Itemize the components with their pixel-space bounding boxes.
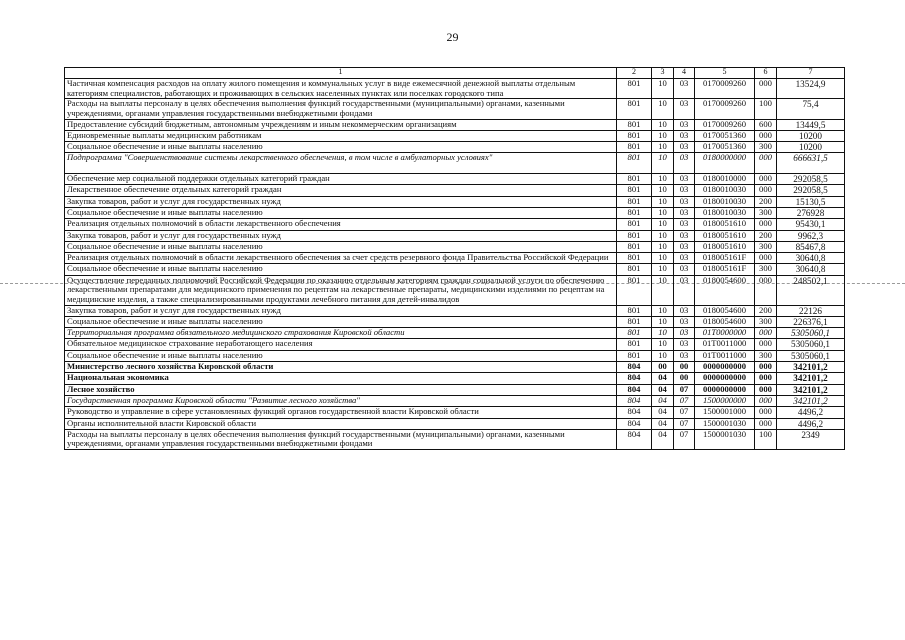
row-target-article: 01Т0011000 — [695, 339, 755, 350]
table-row — [65, 429, 845, 449]
row-description: Лекарственное обеспечение отдельных категорий граждан — [65, 185, 617, 196]
row-target-article: 0000000000 — [695, 362, 755, 373]
row-description: Единовременные выплаты медицинским работникам — [65, 130, 617, 141]
row-target-article: 01Т0011000 — [695, 350, 755, 361]
row-expense-type: 000 — [755, 275, 777, 305]
header-col-5: 5 — [695, 68, 755, 79]
row-target-article: 0180054600 — [695, 275, 755, 305]
table-row — [65, 339, 845, 350]
row-amount: 5305060,1 — [777, 328, 845, 339]
row-expense-type: 200 — [755, 305, 777, 316]
row-expense-type: 300 — [755, 207, 777, 218]
table-body — [65, 79, 845, 450]
header-col-2: 2 — [617, 68, 652, 79]
row-section-code: 10 — [652, 142, 674, 153]
row-amount: 292058,5 — [777, 174, 845, 185]
row-expense-type: 300 — [755, 264, 777, 275]
row-section-code: 10 — [652, 339, 674, 350]
table-row — [65, 241, 845, 252]
row-description: Закупка товаров, работ и услуг для государственных нужд — [65, 196, 617, 207]
row-section-code: 10 — [652, 316, 674, 327]
table-row — [65, 264, 845, 275]
row-subsection-code: 07 — [674, 429, 695, 449]
table-row — [65, 207, 845, 218]
table-row — [65, 373, 845, 384]
row-amount: 342101,2 — [777, 373, 845, 384]
row-subsection-code: 03 — [674, 99, 695, 119]
row-description: Социальное обеспечение и иные выплаты населению — [65, 241, 617, 252]
row-amount: 10200 — [777, 142, 845, 153]
row-ministry-code: 804 — [617, 418, 652, 429]
row-expense-type: 300 — [755, 316, 777, 327]
row-target-article: 1500000000 — [695, 395, 755, 406]
row-subsection-code: 03 — [674, 196, 695, 207]
row-ministry-code: 801 — [617, 350, 652, 361]
row-section-code: 10 — [652, 328, 674, 339]
row-expense-type: 000 — [755, 174, 777, 185]
row-target-article: 0170051360 — [695, 142, 755, 153]
row-description: Территориальная программа обязательного медицинского страхования Кировской области — [65, 328, 617, 339]
row-ministry-code: 801 — [617, 230, 652, 241]
row-amount: 13449,5 — [777, 119, 845, 130]
row-target-article: 0180010030 — [695, 185, 755, 196]
table-row — [65, 130, 845, 141]
row-section-code: 10 — [652, 196, 674, 207]
row-amount: 9962,3 — [777, 230, 845, 241]
header-col-6: 6 — [755, 68, 777, 79]
row-subsection-code: 03 — [674, 241, 695, 252]
row-description: Расходы на выплаты персоналу в целях обеспечения выполнения функций государственными (муниципальными) органами, казенными учреждениями, органами управления государственными внебюджетными фондами — [65, 429, 617, 449]
row-target-article: 0180010000 — [695, 174, 755, 185]
row-section-code: 10 — [652, 305, 674, 316]
table-row — [65, 316, 845, 327]
table-row — [65, 174, 845, 185]
row-expense-type: 300 — [755, 142, 777, 153]
row-target-article: 0170009260 — [695, 79, 755, 99]
table-row — [65, 384, 845, 395]
row-target-article: 018005161F — [695, 264, 755, 275]
row-ministry-code: 801 — [617, 328, 652, 339]
row-subsection-code: 03 — [674, 350, 695, 361]
row-subsection-code: 03 — [674, 174, 695, 185]
row-amount: 2349 — [777, 429, 845, 449]
page-number: 29 — [446, 30, 459, 44]
row-target-article: 01Т0000000 — [695, 328, 755, 339]
row-subsection-code: 07 — [674, 418, 695, 429]
row-description: Обеспечение мер социальной поддержки отдельных категорий граждан — [65, 174, 617, 185]
row-subsection-code: 03 — [674, 305, 695, 316]
table-row — [65, 119, 845, 130]
row-target-article: 0180010030 — [695, 207, 755, 218]
row-section-code: 10 — [652, 230, 674, 241]
row-section-code: 00 — [652, 362, 674, 373]
row-subsection-code: 03 — [674, 185, 695, 196]
row-description: Реализация отдельных полномочий в области лекарственного обеспечения — [65, 219, 617, 230]
row-description: Осуществление переданных полномочий Российской Федерации по оказанию отдельным категориям граждан социальной услуги по обеспечению лекарственными препаратами для медицинского применения по рецептам на лекарственные препараты, медицинскими изделиями по рецептам на медицинские изделия, а также специализированными продуктами лечебного питания для детей-инвалидов — [65, 275, 617, 305]
row-section-code: 04 — [652, 395, 674, 406]
row-ministry-code: 801 — [617, 316, 652, 327]
row-description: Частичная компенсация расходов на оплату жилого помещения и коммунальных услуг в виде ежемесячной денежной выплаты отдельным категориям специалистов, работающих и проживающих в сельских населенных пунктах или поселках городского типа — [65, 79, 617, 99]
table-row — [65, 362, 845, 373]
row-target-article: 0000000000 — [695, 384, 755, 395]
row-ministry-code: 801 — [617, 196, 652, 207]
row-target-article: 0170009260 — [695, 99, 755, 119]
row-ministry-code: 804 — [617, 362, 652, 373]
row-section-code: 10 — [652, 119, 674, 130]
table-row — [65, 153, 845, 174]
row-expense-type: 100 — [755, 99, 777, 119]
table-row — [65, 142, 845, 153]
row-subsection-code: 03 — [674, 275, 695, 305]
row-section-code: 10 — [652, 253, 674, 264]
row-ministry-code: 801 — [617, 275, 652, 305]
row-amount: 10200 — [777, 130, 845, 141]
row-section-code: 10 — [652, 219, 674, 230]
row-subsection-code: 00 — [674, 362, 695, 373]
row-amount: 226376,1 — [777, 316, 845, 327]
row-description: Органы исполнительной власти Кировской области — [65, 418, 617, 429]
row-amount: 30640,8 — [777, 264, 845, 275]
row-expense-type: 000 — [755, 253, 777, 264]
row-amount: 15130,5 — [777, 196, 845, 207]
row-subsection-code: 03 — [674, 119, 695, 130]
row-section-code: 04 — [652, 373, 674, 384]
row-ministry-code: 801 — [617, 305, 652, 316]
row-subsection-code: 07 — [674, 407, 695, 418]
row-section-code: 10 — [652, 241, 674, 252]
row-section-code: 10 — [652, 275, 674, 305]
row-amount: 292058,5 — [777, 185, 845, 196]
row-description: Предоставление субсидий бюджетным, автономным учреждениям и иным некоммерческим организациям — [65, 119, 617, 130]
row-subsection-code: 03 — [674, 316, 695, 327]
row-amount: 5305060,1 — [777, 339, 845, 350]
budget-table — [64, 67, 845, 450]
row-expense-type: 000 — [755, 373, 777, 384]
row-expense-type: 000 — [755, 130, 777, 141]
row-subsection-code: 03 — [674, 253, 695, 264]
row-subsection-code: 03 — [674, 328, 695, 339]
table-row — [65, 305, 845, 316]
row-target-article: 0000000000 — [695, 373, 755, 384]
header-col-3: 3 — [652, 68, 674, 79]
row-subsection-code: 03 — [674, 142, 695, 153]
row-subsection-code: 03 — [674, 339, 695, 350]
row-target-article: 0180054600 — [695, 305, 755, 316]
row-amount: 342101,2 — [777, 384, 845, 395]
row-target-article: 1500001030 — [695, 418, 755, 429]
row-expense-type: 000 — [755, 185, 777, 196]
row-description: Социальное обеспечение и иные выплаты населению — [65, 264, 617, 275]
header-col-7: 7 — [777, 68, 845, 79]
row-expense-type: 100 — [755, 429, 777, 449]
row-section-code: 10 — [652, 130, 674, 141]
table-row — [65, 79, 845, 99]
row-target-article: 0180000000 — [695, 153, 755, 174]
row-amount: 75,4 — [777, 99, 845, 119]
row-expense-type: 300 — [755, 350, 777, 361]
row-expense-type: 600 — [755, 119, 777, 130]
row-description: Закупка товаров, работ и услуг для государственных нужд — [65, 230, 617, 241]
row-description: Социальное обеспечение и иные выплаты населению — [65, 142, 617, 153]
row-expense-type: 200 — [755, 196, 777, 207]
row-subsection-code: 07 — [674, 395, 695, 406]
row-target-article: 0180010030 — [695, 196, 755, 207]
row-expense-type: 000 — [755, 395, 777, 406]
row-subsection-code: 03 — [674, 207, 695, 218]
table-row — [65, 253, 845, 264]
row-amount: 342101,2 — [777, 362, 845, 373]
row-target-article: 0180054600 — [695, 316, 755, 327]
table-row — [65, 196, 845, 207]
row-target-article: 0180051610 — [695, 230, 755, 241]
table-row — [65, 230, 845, 241]
table-row — [65, 328, 845, 339]
row-amount: 13524,9 — [777, 79, 845, 99]
row-expense-type: 000 — [755, 384, 777, 395]
table-row — [65, 185, 845, 196]
row-expense-type: 200 — [755, 230, 777, 241]
row-section-code: 10 — [652, 79, 674, 99]
row-ministry-code: 804 — [617, 429, 652, 449]
table-header-row — [65, 68, 845, 79]
row-ministry-code: 804 — [617, 373, 652, 384]
row-description: Социальное обеспечение и иные выплаты населению — [65, 316, 617, 327]
row-section-code: 10 — [652, 350, 674, 361]
row-target-article: 0170009260 — [695, 119, 755, 130]
row-target-article: 018005161F — [695, 253, 755, 264]
table-row — [65, 418, 845, 429]
row-ministry-code: 801 — [617, 130, 652, 141]
row-description: Обязательное медицинское страхование неработающего населения — [65, 339, 617, 350]
table-row — [65, 219, 845, 230]
table-row — [65, 395, 845, 406]
row-description: Министерство лесного хозяйства Кировской области — [65, 362, 617, 373]
header-col-4: 4 — [674, 68, 695, 79]
row-description: Подпрограмма "Совершенствование системы лекарственного обеспечения, в том числе в амбулаторных условиях" — [65, 153, 617, 174]
row-ministry-code: 801 — [617, 99, 652, 119]
row-amount: 666631,5 — [777, 153, 845, 174]
row-ministry-code: 801 — [617, 253, 652, 264]
row-target-article: 0180051610 — [695, 241, 755, 252]
row-subsection-code: 00 — [674, 373, 695, 384]
row-ministry-code: 801 — [617, 185, 652, 196]
row-subsection-code: 03 — [674, 264, 695, 275]
row-description: Социальное обеспечение и иные выплаты населению — [65, 350, 617, 361]
row-expense-type: 300 — [755, 241, 777, 252]
row-ministry-code: 801 — [617, 153, 652, 174]
row-section-code: 10 — [652, 174, 674, 185]
table-row — [65, 275, 845, 305]
row-ministry-code: 801 — [617, 174, 652, 185]
row-expense-type: 000 — [755, 219, 777, 230]
row-amount: 30640,8 — [777, 253, 845, 264]
row-section-code: 04 — [652, 407, 674, 418]
table-row — [65, 99, 845, 119]
table-row — [65, 407, 845, 418]
row-amount: 342101,2 — [777, 395, 845, 406]
row-ministry-code: 804 — [617, 395, 652, 406]
row-expense-type: 000 — [755, 339, 777, 350]
row-subsection-code: 03 — [674, 153, 695, 174]
row-description: Социальное обеспечение и иные выплаты населению — [65, 207, 617, 218]
row-section-code: 04 — [652, 384, 674, 395]
row-ministry-code: 801 — [617, 219, 652, 230]
row-ministry-code: 801 — [617, 119, 652, 130]
row-description: Закупка товаров, работ и услуг для государственных нужд — [65, 305, 617, 316]
row-section-code: 10 — [652, 185, 674, 196]
row-target-article: 0170051360 — [695, 130, 755, 141]
row-expense-type: 000 — [755, 362, 777, 373]
table-row — [65, 350, 845, 361]
row-ministry-code: 801 — [617, 241, 652, 252]
row-description: Лесное хозяйство — [65, 384, 617, 395]
row-target-article: 1500001030 — [695, 429, 755, 449]
row-section-code: 10 — [652, 99, 674, 119]
row-subsection-code: 03 — [674, 219, 695, 230]
row-description: Государственная программа Кировской области "Развитие лесного хозяйства" — [65, 395, 617, 406]
row-section-code: 10 — [652, 153, 674, 174]
row-section-code: 04 — [652, 429, 674, 449]
row-amount: 95430,1 — [777, 219, 845, 230]
row-section-code: 10 — [652, 207, 674, 218]
row-amount: 5305060,1 — [777, 350, 845, 361]
row-expense-type: 000 — [755, 153, 777, 174]
row-target-article: 1500001000 — [695, 407, 755, 418]
row-subsection-code: 03 — [674, 130, 695, 141]
row-ministry-code: 801 — [617, 264, 652, 275]
row-section-code: 10 — [652, 264, 674, 275]
row-amount: 85467,8 — [777, 241, 845, 252]
row-subsection-code: 03 — [674, 79, 695, 99]
row-ministry-code: 801 — [617, 339, 652, 350]
row-description: Реализация отдельных полномочий в области лекарственного обеспечения за счет средств резервного фонда Правительства Российской Федерации — [65, 253, 617, 264]
row-amount: 248502,1 — [777, 275, 845, 305]
row-ministry-code: 804 — [617, 384, 652, 395]
row-amount: 4496,2 — [777, 418, 845, 429]
row-target-article: 0180051610 — [695, 219, 755, 230]
row-description: Национальная экономика — [65, 373, 617, 384]
row-section-code: 04 — [652, 418, 674, 429]
row-expense-type: 000 — [755, 418, 777, 429]
row-amount: 22126 — [777, 305, 845, 316]
row-ministry-code: 801 — [617, 79, 652, 99]
row-subsection-code: 03 — [674, 230, 695, 241]
header-col-1: 1 — [65, 68, 617, 79]
row-ministry-code: 801 — [617, 142, 652, 153]
row-description: Руководство и управление в сфере установленных функций органов государственной власти Кировской области — [65, 407, 617, 418]
row-amount: 4496,2 — [777, 407, 845, 418]
row-ministry-code: 801 — [617, 207, 652, 218]
row-ministry-code: 804 — [617, 407, 652, 418]
row-subsection-code: 07 — [674, 384, 695, 395]
row-expense-type: 000 — [755, 407, 777, 418]
row-expense-type: 000 — [755, 79, 777, 99]
row-expense-type: 000 — [755, 328, 777, 339]
row-description: Расходы на выплаты персоналу в целях обеспечения выполнения функций государственными (муниципальными) органами, казенными учреждениями, органами управления государственными внебюджетными фондами — [65, 99, 617, 119]
row-amount: 276928 — [777, 207, 845, 218]
